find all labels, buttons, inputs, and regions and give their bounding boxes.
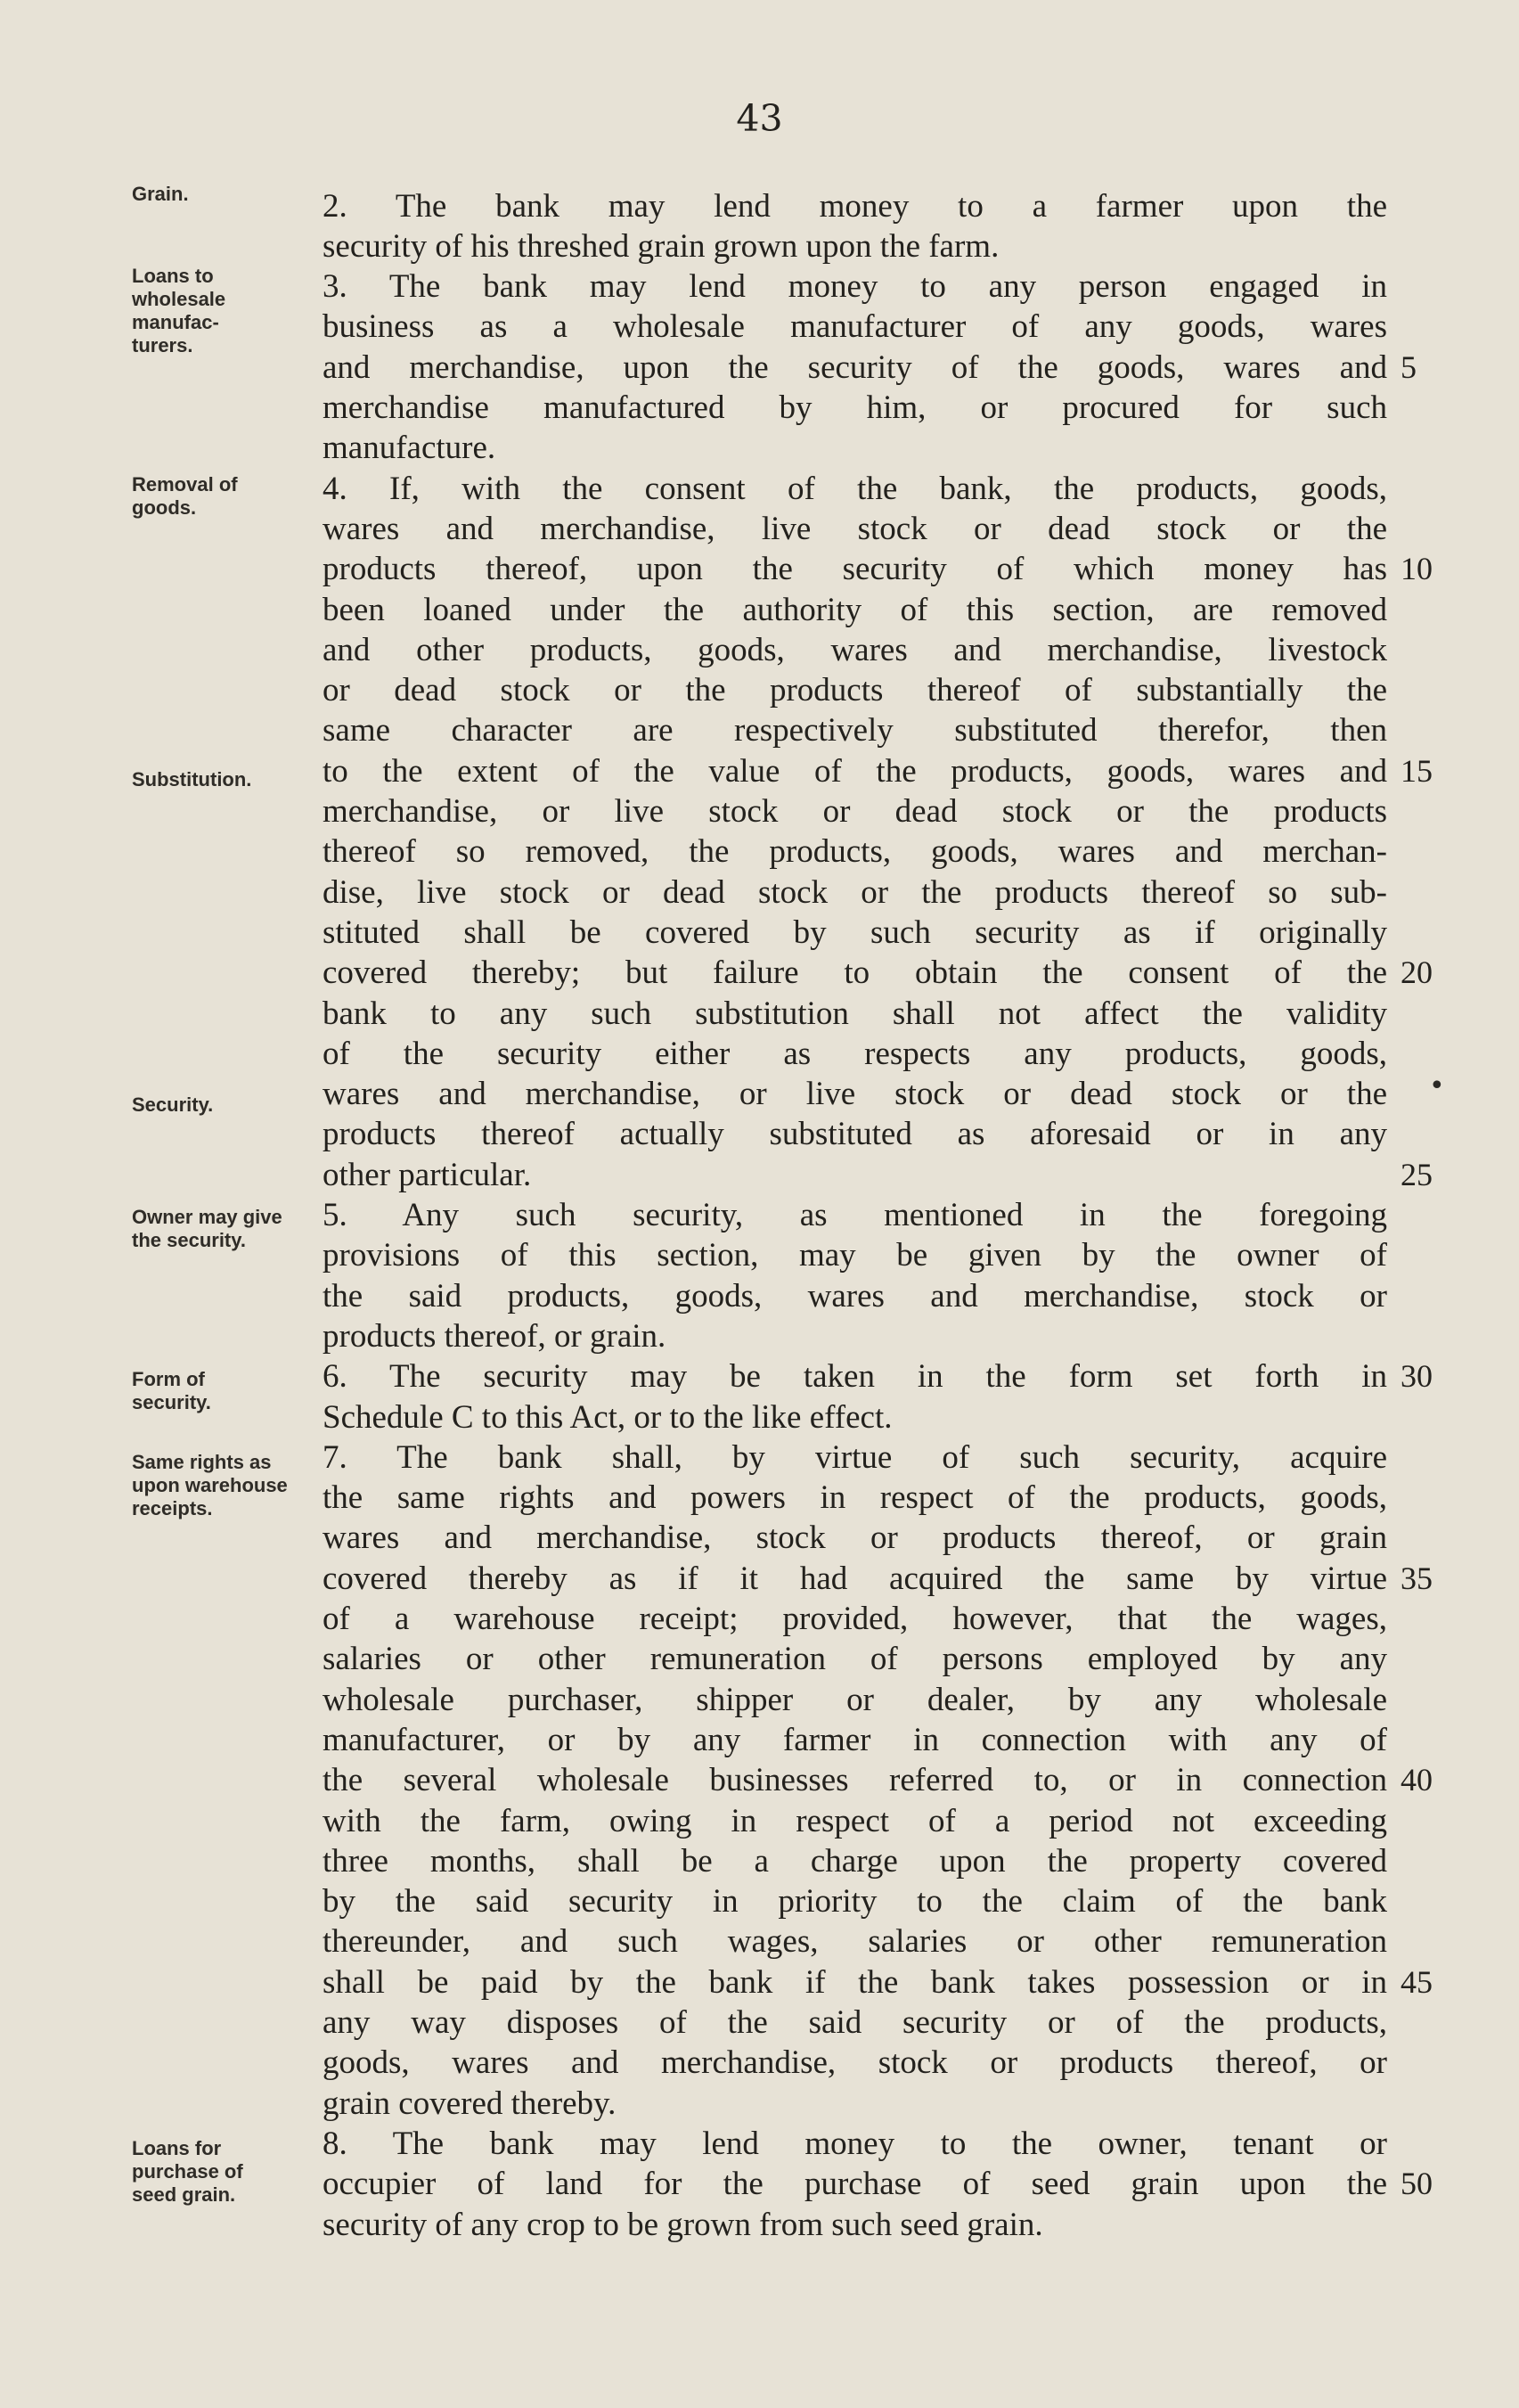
text-line-32: 7. The bank shall, by virtue of such security, acquire (323, 1439, 1387, 1476)
margin-mark: • (1429, 1070, 1445, 1102)
line-number-15: 15 (1401, 753, 1433, 789)
text-line-42: three months, shall be a charge upon the property covered (323, 1843, 1387, 1880)
margin-note-seed-grain: Loans for purchase of seed grain. (132, 2137, 243, 2206)
line-number-20: 20 (1401, 954, 1433, 990)
margin-note-security: Security. (132, 1093, 214, 1116)
text-line-46: any way disposes of the said security or of the products, (323, 2004, 1387, 2041)
margin-note-owner-may-give: Owner may give the security. (132, 1206, 282, 1251)
text-line-35: covered thereby as if it had acquired the same by virtue (323, 1560, 1387, 1597)
text-line-51: security of any crop to be grown from such seed grain. (323, 2207, 1043, 2243)
text-line-9: wares and merchandise, live stock or dead stock or the (323, 511, 1387, 547)
page-number: 43 (736, 97, 783, 140)
text-line-17: thereof so removed, the products, goods, wares and merchan- (323, 833, 1387, 870)
text-line-45: shall be paid by the bank if the bank takes possession or in (323, 1964, 1387, 2001)
margin-note-substitution: Substitution. (132, 768, 252, 790)
text-line-44: thereunder, and such wages, salaries or other remuneration (323, 1923, 1387, 1960)
margin-note-form-of-security: Form of security. (132, 1368, 211, 1413)
text-line-38: wholesale purchaser, shipper or dealer, by any wholesale (323, 1682, 1387, 1718)
text-line-8: 4. If, with the consent of the bank, the products, goods, (323, 471, 1387, 507)
text-line-15: to the extent of the value of the products, goods, wares and (323, 753, 1387, 790)
text-line-2: security of his threshed grain grown upon the farm. (323, 228, 1000, 265)
text-line-33: the same rights and powers in respect of the products, goods, (323, 1479, 1387, 1516)
text-line-50: occupier of land for the purchase of seed grain upon the (323, 2166, 1387, 2202)
text-line-6: merchandise manufactured by him, or procured for such (323, 389, 1387, 426)
text-line-28: the said products, goods, wares and merchandise, stock or (323, 1278, 1387, 1315)
margin-note-removal-of-goods: Removal of goods. (132, 473, 238, 519)
text-line-14: same character are respectively substituted therefor, then (323, 712, 1387, 749)
text-line-11: been loaned under the authority of this section, are removed (323, 592, 1387, 628)
text-line-19: stituted shall be covered by such security as if originally (323, 914, 1387, 951)
text-line-48: grain covered thereby. (323, 2085, 617, 2122)
text-line-25: other particular. (323, 1157, 532, 1193)
text-line-36: of a warehouse receipt; provided, however, that the wages, (323, 1601, 1387, 1637)
line-number-5: 5 (1401, 349, 1417, 385)
text-line-10: products thereof, upon the security of which money has (323, 551, 1387, 587)
text-line-41: with the farm, owing in respect of a period not exceeding (323, 1803, 1387, 1839)
line-number-25: 25 (1401, 1157, 1433, 1192)
text-line-12: and other products, goods, wares and merchandise, livestock (323, 632, 1387, 668)
text-line-5: and merchandise, upon the security of the goods, wares and (323, 349, 1387, 386)
line-number-45: 45 (1401, 1964, 1433, 2000)
text-line-3: 3. The bank may lend money to any person engaged in (323, 268, 1387, 305)
text-line-7: manufacture. (323, 430, 496, 466)
text-line-21: bank to any such substitution shall not affect the validity (323, 995, 1387, 1032)
text-line-22: of the security either as respects any products, goods, (323, 1036, 1387, 1072)
text-line-20: covered thereby; but failure to obtain the consent of the (323, 954, 1387, 991)
text-line-13: or dead stock or the products thereof of substantially the (323, 672, 1387, 708)
text-line-43: by the said security in priority to the claim of the bank (323, 1883, 1387, 1920)
text-line-23: wares and merchandise, or live stock or dead stock or the (323, 1076, 1387, 1112)
text-line-31: Schedule C to this Act, or to the like effect. (323, 1399, 893, 1436)
line-number-10: 10 (1401, 551, 1433, 586)
text-line-16: merchandise, or live stock or dead stock or the products (323, 793, 1387, 830)
line-number-40: 40 (1401, 1762, 1433, 1798)
margin-note-loans-to-manufacturers: Loans to wholesale manufac-turers. (132, 265, 226, 356)
text-line-49: 8. The bank may lend money to the owner, tenant or (323, 2125, 1387, 2162)
line-number-35: 35 (1401, 1560, 1433, 1596)
text-line-24: products thereof actually substituted as aforesaid or in any (323, 1116, 1387, 1152)
text-line-1: 2. The bank may lend money to a farmer upon the (323, 188, 1387, 225)
text-line-30: 6. The security may be taken in the form set forth in (323, 1358, 1387, 1395)
text-line-47: goods, wares and merchandise, stock or products thereof, or (323, 2044, 1387, 2081)
margin-note-warehouse-receipts: Same rights as upon warehouse receipts. (132, 1451, 288, 1519)
line-number-50: 50 (1401, 2166, 1433, 2201)
text-line-18: dise, live stock or dead stock or the products thereof so sub- (323, 874, 1387, 911)
line-number-30: 30 (1401, 1358, 1433, 1394)
margin-note-grain: Grain. (132, 183, 189, 205)
text-line-29: products thereof, or grain. (323, 1318, 666, 1355)
text-line-40: the several wholesale businesses referred to, or in connection (323, 1762, 1387, 1798)
text-line-4: business as a wholesale manufacturer of any goods, wares (323, 308, 1387, 345)
text-line-37: salaries or other remuneration of persons employed by any (323, 1641, 1387, 1677)
text-line-26: 5. Any such security, as mentioned in the foregoing (323, 1197, 1387, 1233)
text-line-39: manufacturer, or by any farmer in connection with any of (323, 1722, 1387, 1758)
text-line-34: wares and merchandise, stock or products thereof, or grain (323, 1519, 1387, 1556)
text-line-27: provisions of this section, may be given by the owner of (323, 1237, 1387, 1274)
